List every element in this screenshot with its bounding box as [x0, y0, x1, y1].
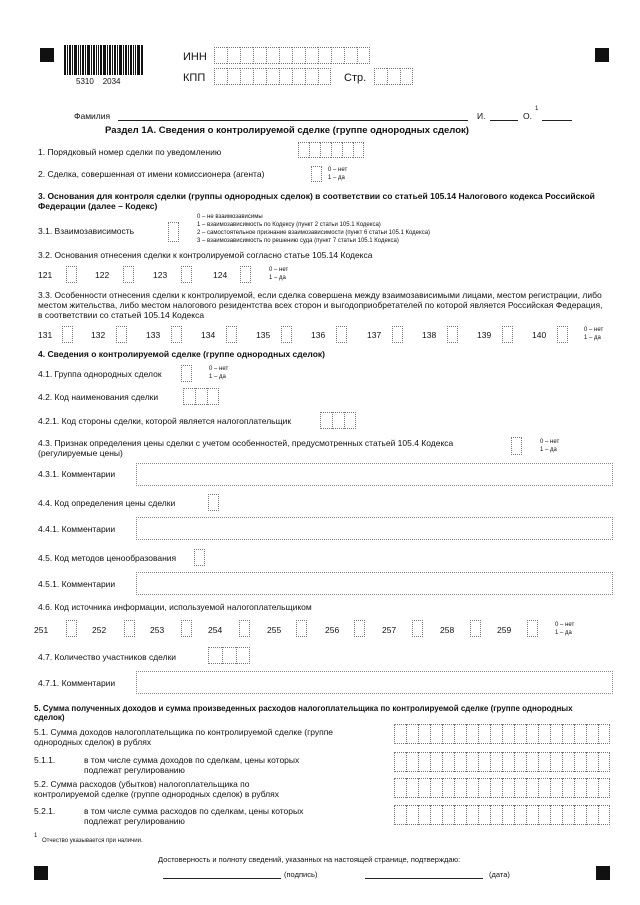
q33-cell-136[interactable] [336, 326, 347, 343]
q46-cell-259[interactable] [527, 620, 538, 637]
q46-code-259: 259 [497, 625, 512, 635]
q511-label: в том числе сумма доходов по сделкам, цены которых подлежат регулированию [84, 755, 300, 775]
q32-cell-123[interactable] [181, 266, 192, 283]
q441-label: 4.4.1. Комментарии [38, 524, 116, 534]
section-title: Раздел 1А. Сведения о контролируемой сделке (группе однородных сделок) [105, 125, 469, 136]
surname-label: Фамилия [74, 111, 111, 121]
q45-cell[interactable] [194, 549, 205, 566]
inn-cells[interactable] [214, 47, 370, 64]
q33-code-138: 138 [422, 330, 437, 340]
barcode [64, 45, 144, 75]
q33-cell-133[interactable] [171, 326, 182, 343]
q33-label: 3.3. Особенности отнесения сделки к контролируемой, если сделка совершена между взаимозависимыми лицами, местом регистрации, либо местом жительства, либо местом налогового резидентства всех сторон и выгодоприобретателей по которой является Российская Федерация, в соответствии со статьей 105.14 Кодекса [38, 290, 603, 320]
q33-code-135: 135 [256, 330, 271, 340]
q46-code-257: 257 [382, 625, 397, 635]
page-cells[interactable] [374, 68, 413, 85]
q33-code-136: 136 [311, 330, 326, 340]
patronymic-initial-label: О. [523, 111, 532, 121]
q32-code-123: 123 [153, 270, 168, 280]
q46-yes: 1 – да [555, 630, 572, 636]
q441-comment-field[interactable] [136, 517, 613, 540]
inn-label: ИНН [183, 51, 207, 63]
q46-cell-255[interactable] [296, 620, 307, 637]
q511-number: 5.1.1. [34, 755, 56, 765]
q33-code-134: 134 [201, 330, 216, 340]
q32-code-122: 122 [95, 270, 110, 280]
q46-cell-252[interactable] [124, 620, 135, 637]
q42-cells[interactable] [183, 388, 219, 405]
q33-cell-135[interactable] [281, 326, 292, 343]
q33-cell-139[interactable] [502, 326, 513, 343]
surname-field[interactable] [118, 120, 468, 121]
corner-marker-bottom-right [596, 866, 610, 880]
q471-label: 4.7.1. Комментарии [38, 678, 116, 688]
q43-cell[interactable] [511, 437, 522, 455]
q46-code-251: 251 [34, 625, 49, 635]
q2-yes: 1 – да [328, 175, 345, 181]
q46-code-256: 256 [325, 625, 340, 635]
kpp-label: КПП [183, 72, 206, 84]
q1-cells[interactable] [298, 142, 364, 158]
q33-code-131: 131 [38, 330, 53, 340]
q41-no: 0 – нет [209, 366, 229, 372]
signature-caption: (подпись) [284, 870, 318, 879]
q32-cell-122[interactable] [123, 266, 134, 283]
q32-cell-124[interactable] [240, 266, 251, 283]
q45-label: 4.5. Код методов ценообразования [38, 553, 177, 563]
footnote-mark: 1 [34, 833, 38, 839]
corner-marker-top-right [595, 48, 609, 62]
q33-no: 0 – нет [584, 327, 604, 333]
q46-cell-257[interactable] [412, 620, 423, 637]
q42-label: 4.2. Код наименования сделки [38, 392, 159, 402]
q51-label: 5.1. Сумма доходов налогоплательщика по контролируемой сделке (группе однородных сделок) в рублях [34, 727, 334, 747]
q31-cell[interactable] [168, 222, 179, 242]
q32-cell-121[interactable] [66, 266, 77, 283]
q511-cells[interactable] [394, 752, 610, 772]
q31-option-2: 2 – самостоятельное признание взаимозависимости (пункт 6 статьи 105.1 Кодекса) [197, 230, 431, 236]
first-initial-field[interactable] [490, 120, 518, 121]
signature-field[interactable] [163, 878, 281, 879]
q431-comment-field[interactable] [136, 463, 613, 486]
q33-code-132: 132 [91, 330, 106, 340]
q43-label: 4.3. Признак определения цены сделки с учетом особенностей, предусмотренных статьей 105.4 Кодекса (регулируемые цены) [38, 438, 454, 458]
q32-no: 0 – нет [269, 267, 289, 273]
q33-code-140: 140 [532, 330, 547, 340]
q451-label: 4.5.1. Комментарии [38, 579, 116, 589]
q451-comment-field[interactable] [136, 572, 613, 595]
q46-cell-251[interactable] [66, 620, 77, 637]
q32-code-124: 124 [213, 270, 228, 280]
first-initial-label: И. [477, 111, 486, 121]
q31-option-1: 1 – взаимозависимость по Кодексу (пункт 2 статьи 105.1 Кодекса) [197, 222, 381, 228]
q47-cells[interactable] [208, 647, 250, 664]
q2-label: 2. Сделка, совершенная от имени комиссионера (агента) [38, 169, 265, 179]
kpp-cells[interactable] [214, 68, 331, 85]
q46-code-253: 253 [150, 625, 165, 635]
q41-yes: 1 – да [209, 374, 226, 380]
date-field[interactable] [365, 878, 483, 879]
q421-label: 4.2.1. Код стороны сделки, которой является налогоплательщик [38, 416, 292, 426]
q52-label: 5.2. Сумма расходов (убытков) налогоплательщика по контролируемой сделке (группе однородных сделок) в рублях [34, 779, 279, 799]
q41-cell[interactable] [181, 365, 192, 382]
q33-cell-138[interactable] [447, 326, 458, 343]
q2-no: 0 – нет [328, 167, 348, 173]
q31-option-3: 3 – взаимозависимость по решению суда (пункт 7 статьи 105.1 Кодекса) [197, 238, 399, 244]
corner-marker-bottom-left [34, 866, 48, 880]
q421-cells[interactable] [320, 412, 356, 429]
q47-label: 4.7. Количество участников сделки [38, 652, 177, 662]
q31-label: 3.1. Взаимозависимость [38, 226, 135, 236]
q46-code-258: 258 [440, 625, 455, 635]
q41-label: 4.1. Группа однородных сделок [38, 369, 162, 379]
q46-code-252: 252 [92, 625, 107, 635]
q431-label: 4.3.1. Комментарии [38, 469, 116, 479]
q46-code-255: 255 [267, 625, 282, 635]
q521-number: 5.2.1. [34, 806, 56, 816]
q43-no: 0 – нет [540, 439, 560, 445]
q33-cell-134[interactable] [226, 326, 237, 343]
q46-cell-254[interactable] [239, 620, 250, 637]
page-label: Стр. [344, 72, 367, 84]
q33-cell-137[interactable] [392, 326, 403, 343]
q33-cell-132[interactable] [116, 326, 127, 343]
q32-code-121: 121 [38, 270, 53, 280]
corner-marker-top-left [40, 48, 54, 62]
s4-title: 4. Сведения о контролируемой сделке (группе однородных сделок) [38, 349, 325, 359]
q44-cell[interactable] [208, 494, 219, 511]
footnote-ref: 1 [535, 106, 539, 112]
s5-title: 5. Сумма полученных доходов и сумма произведенных расходов налогоплательщика по контролируемой сделке (группе однородных сделок) [34, 704, 573, 722]
footnote-text: Отчество указывается при наличии. [42, 838, 143, 844]
q43-yes: 1 – да [540, 447, 557, 453]
date-caption: (дата) [489, 870, 510, 879]
q1-label: 1. Порядковый номер сделки по уведомлению [38, 147, 222, 157]
q33-cell-131[interactable] [62, 326, 73, 343]
q33-code-133: 133 [146, 330, 161, 340]
q2-cell[interactable] [311, 166, 322, 182]
barcode-number: 5310 2034 [76, 77, 121, 86]
q32-label: 3.2. Основания отнесения сделки к контролируемой согласно статье 105.14 Кодекса [38, 250, 373, 260]
q32-yes: 1 – да [269, 275, 286, 281]
q33-code-137: 137 [367, 330, 382, 340]
q44-label: 4.4. Код определения цены сделки [38, 498, 176, 508]
q521-label: в том числе сумма расходов по сделкам, цены которых подлежат регулированию [84, 806, 304, 826]
q52-cells[interactable] [394, 778, 610, 798]
q521-cells[interactable] [394, 805, 610, 825]
s3-title: 3. Основания для контроля сделки (группы однородных сделок) в соответствии со статьей 105.14 Налогового кодекса Российской Федерации (далее – Кодекс) [38, 191, 595, 211]
confirmation-text: Достоверность и полноту сведений, указанных на настоящей странице, подтверждаю: [158, 855, 461, 864]
q46-cell-256[interactable] [354, 620, 365, 637]
q33-code-139: 139 [477, 330, 492, 340]
patronymic-initial-field[interactable] [542, 120, 572, 121]
q33-cell-140[interactable] [557, 326, 568, 343]
q46-no: 0 – нет [555, 622, 575, 628]
q46-cell-258[interactable] [470, 620, 481, 637]
q31-option-0: 0 – не взаимозависимы [197, 214, 263, 220]
q46-label: 4.6. Код источника информации, используемой налогоплательщиком [38, 602, 312, 612]
q33-yes: 1 – да [584, 335, 601, 341]
q471-comment-field[interactable] [136, 671, 613, 694]
q46-cell-253[interactable] [181, 620, 192, 637]
q51-cells[interactable] [394, 724, 610, 744]
q46-code-254: 254 [208, 625, 223, 635]
